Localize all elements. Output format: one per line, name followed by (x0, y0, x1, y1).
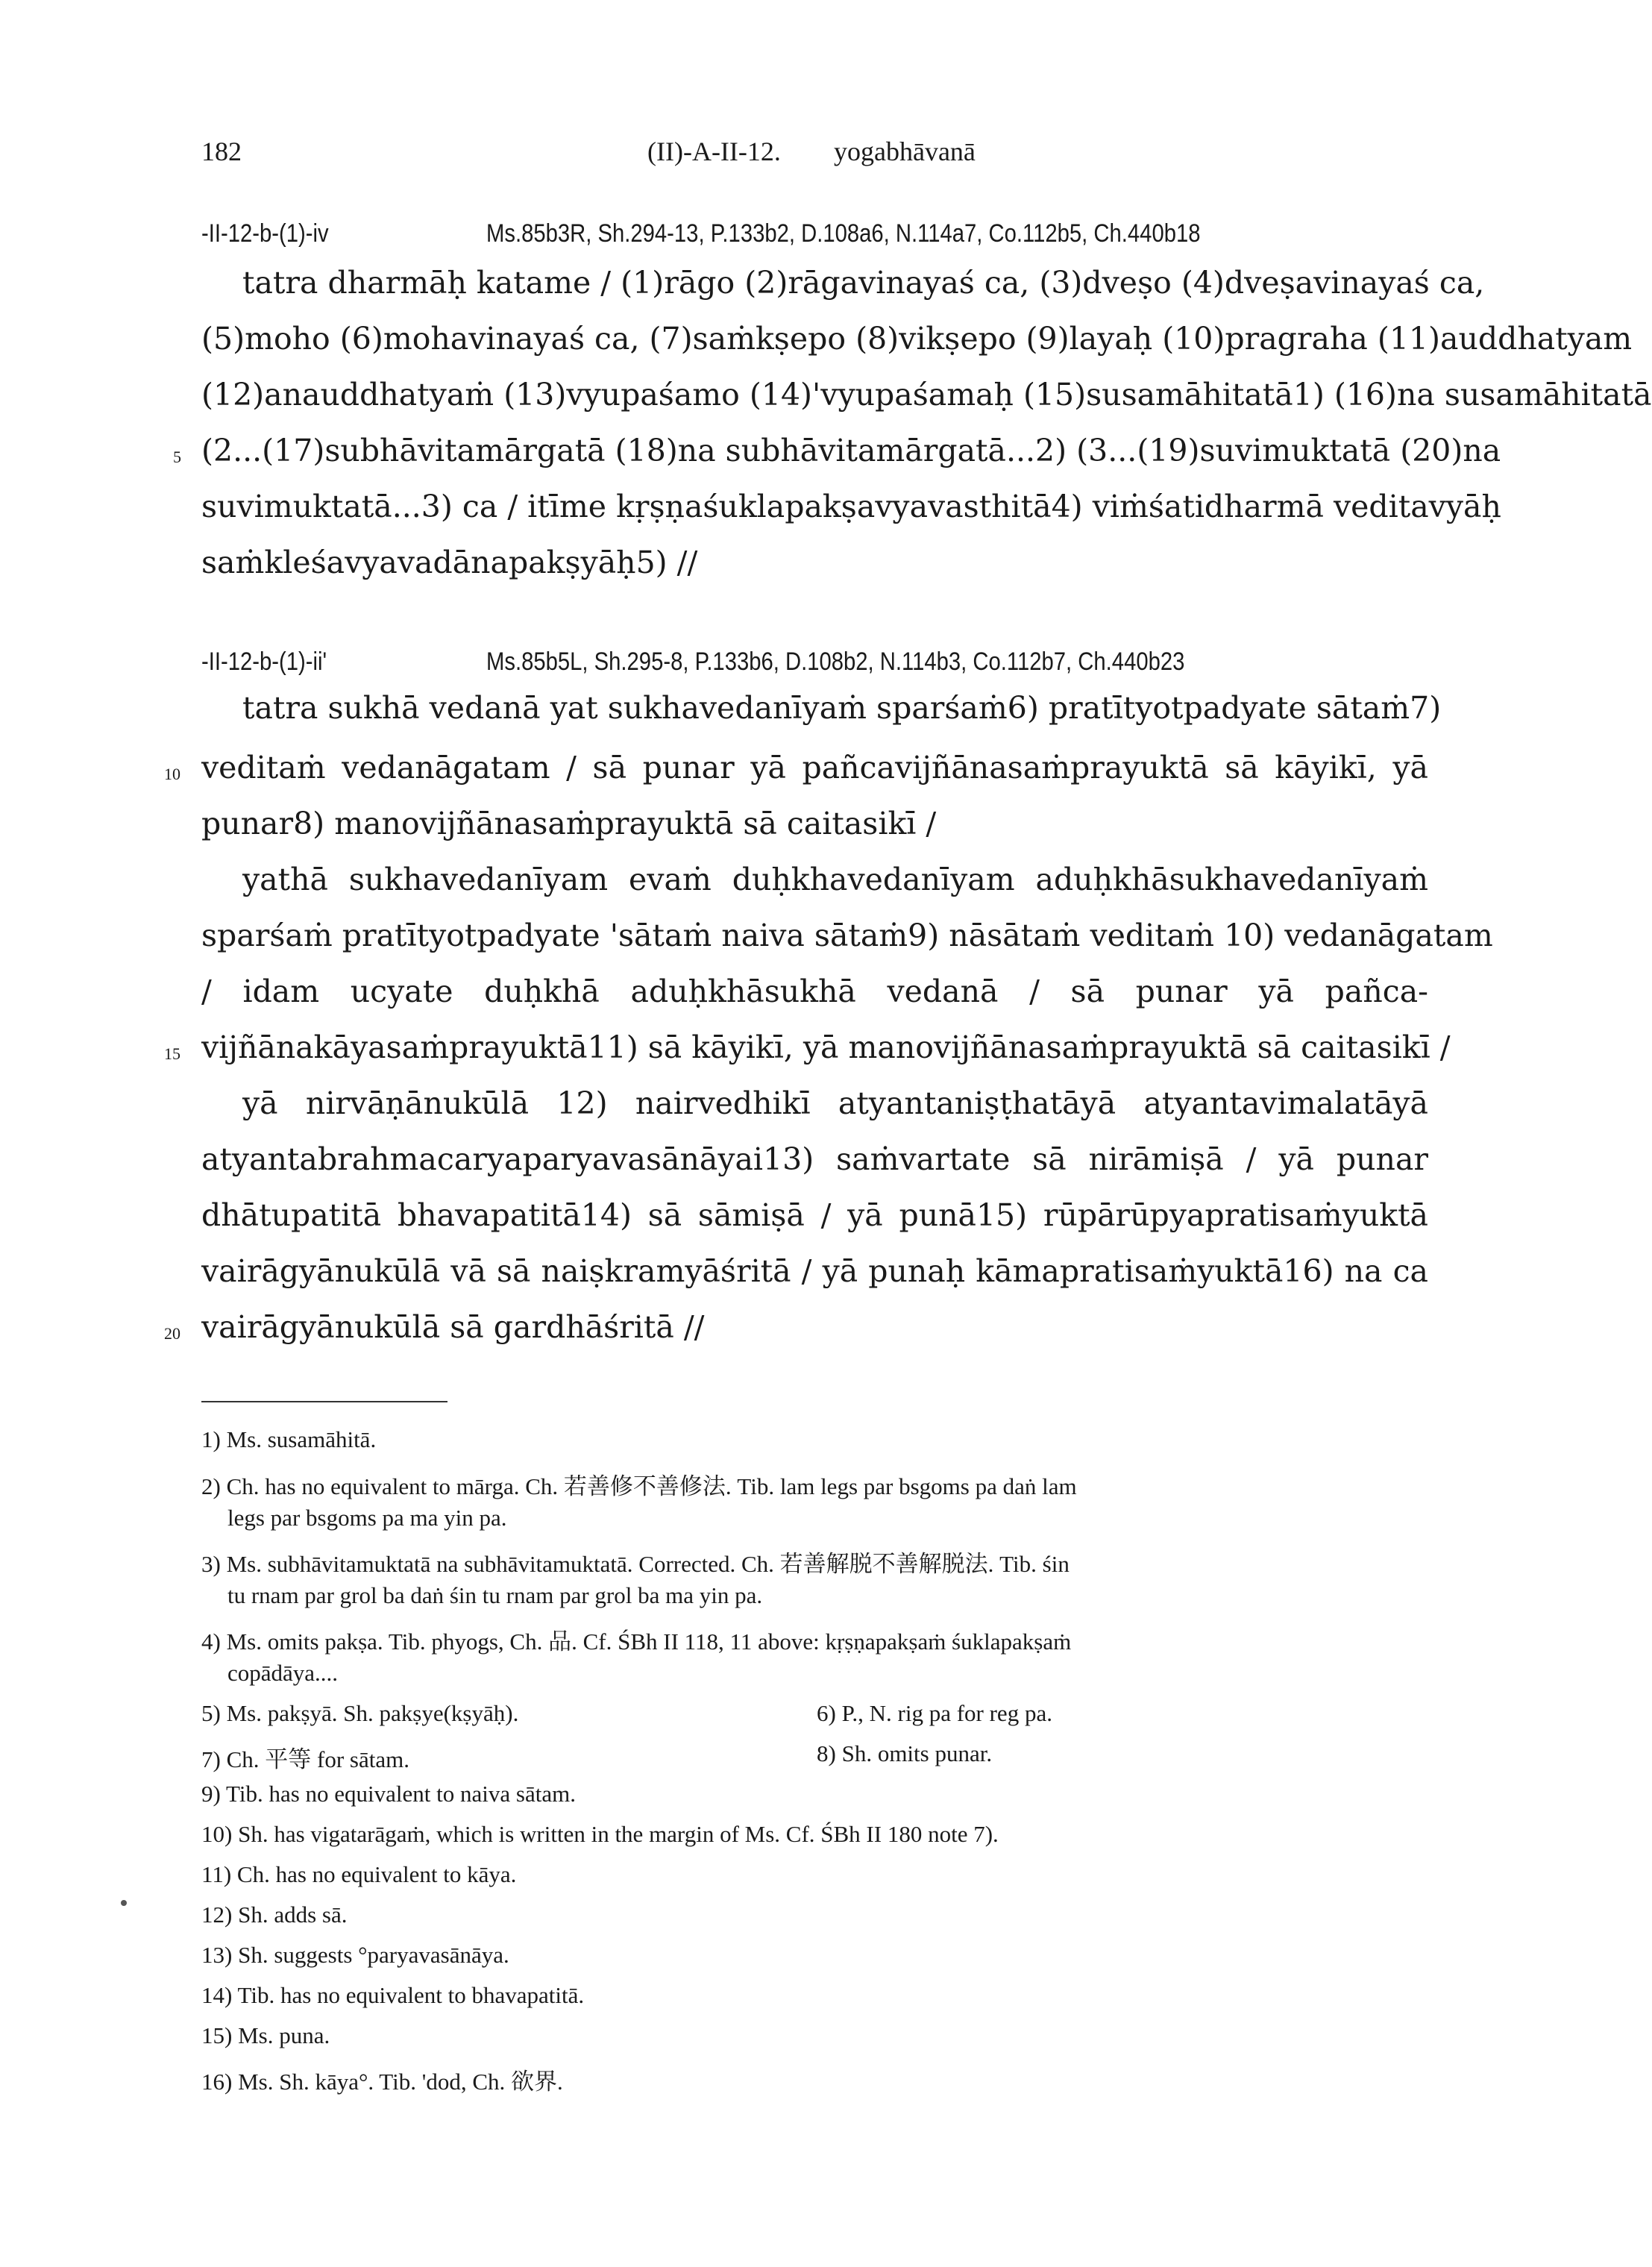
text-line: / idam ucyate duḥkhā aduḥkhāsukhā vedanā / sā punar yā pañca- (201, 973, 1428, 1009)
footnote: 13) Sh. suggests °paryavasānāya. (201, 1942, 509, 1968)
line-number: 20 (164, 1324, 180, 1343)
section-id: -II-12-b-(1)-ii' (201, 648, 327, 676)
footnote: 5) Ms. pakṣyā. Sh. pakṣye(kṣyāḥ). (201, 1700, 519, 1726)
text-line: punar8) manovijñānasaṁprayuktā sā caitasikī / (201, 806, 937, 841)
text-line: vijñānakāyasaṁprayuktā11) sā kāyikī, yā manovijñānasaṁprayuktā sā caitasikī / (201, 1029, 1451, 1065)
text-line: saṁkleśavyavadānapakṣyāḥ5) // (201, 545, 698, 580)
footnote: 4) Ms. omits pakṣa. Tib. phyogs, Ch. 品. Cf. ŚBh II 118, 11 above: kṛṣṇapakṣaṁ śuklapakṣaṁ (201, 1628, 1072, 1655)
text-line: sparśaṁ pratītyotpadyate 'sātaṁ naiva sātaṁ9) nāsātaṁ veditaṁ 10) vedanāgatam (201, 918, 1493, 953)
footnote-continuation: legs par bsgoms pa ma yin pa. (227, 1505, 507, 1531)
text-line: dhātupatitā bhavapatitā14) sā sāmiṣā / yā punā15) rūpārūpyapratisaṁyuktā (201, 1197, 1428, 1233)
footnote: 12) Sh. adds sā. (201, 1901, 348, 1928)
footnote-continuation: copādāya.... (227, 1660, 339, 1686)
text-line: vairāgyānukūlā vā sā naiṣkramyāśritā / yā punaḥ kāmapratisaṁyuktā16) na ca (201, 1253, 1428, 1289)
line-number: 10 (164, 765, 180, 783)
text-line: tatra sukhā vedanā yat sukhavedanīyaṁ sparśaṁ6) pratītyotpadyate sātaṁ7) (242, 690, 1442, 726)
footnote: 15) Ms. puna. (201, 2022, 330, 2048)
text-line: yā nirvāṇānukūlā 12) nairvedhikī atyantaniṣṭhatāyā atyantavimalatāyā (242, 1085, 1428, 1121)
footnote: 16) Ms. Sh. kāya°. Tib. 'dod, Ch. 欲界. (201, 2069, 563, 2095)
text-line: yathā sukhavedanīyam evaṁ duḥkhavedanīyam aduḥkhāsukhavedanīyaṁ (242, 862, 1428, 897)
footnote: 2) Ch. has no equivalent to mārga. Ch. 若善修不善修法. Tib. lam legs par bsgoms pa daṅ lam (201, 1473, 1077, 1499)
section-id: -II-12-b-(1)-iv (201, 219, 329, 248)
line-number: 5 (173, 448, 181, 466)
line-number: 15 (164, 1044, 180, 1063)
text-line: vairāgyānukūlā sā gardhāśritā // (201, 1309, 705, 1345)
section-refs: Ms.85b5L, Sh.295-8, P.133b6, D.108b2, N.114b3, Co.112b7, Ch.440b23 (486, 648, 1185, 676)
text-line: atyantabrahmacaryaparyavasānāyai13) saṁvartate sā nirāmiṣā / yā punar (201, 1141, 1428, 1177)
footnote: 11) Ch. has no equivalent to kāya. (201, 1861, 517, 1887)
footnote: 10) Sh. has vigatarāgaṁ, which is written in the margin of Ms. Cf. ŚBh II 180 note 7). (201, 1821, 999, 1847)
footnote-continuation: tu rnam par grol ba daṅ śin tu rnam par grol ba ma yin pa. (227, 1582, 763, 1608)
footnote-rule (201, 1401, 447, 1402)
footnote: 6) P., N. rig pa for reg pa. (817, 1700, 1052, 1726)
footnote: 8) Sh. omits punar. (817, 1740, 993, 1766)
footnote: 1) Ms. susamāhitā. (201, 1426, 377, 1452)
text-line: (2...(17)subhāvitamārgatā (18)na subhāvitamārgatā...2) (3...(19)suvimuktatā (20)na (201, 433, 1501, 468)
running-subject: yogabhāvanā (834, 137, 976, 166)
section-refs: Ms.85b3R, Sh.294-13, P.133b2, D.108a6, N.114a7, Co.112b5, Ch.440b18 (486, 219, 1201, 248)
text-line: suvimuktatā...3) ca / itīme kṛṣṇaśuklapakṣavyavasthitā4) viṁśatidharmā veditavyāḥ (201, 489, 1501, 524)
footnote: 14) Tib. has no equivalent to bhavapatitā. (201, 1982, 585, 2008)
margin-dot (121, 1900, 127, 1906)
page-number: 182 (201, 137, 242, 166)
running-title: (II)-A-II-12. (647, 137, 781, 166)
footnote: 9) Tib. has no equivalent to naiva sātam. (201, 1781, 576, 1807)
text-line: (12)anauddhatyaṁ (13)vyupaśamo (14)'vyupaśamaḥ (15)susamāhitatā1) (16)na susamāhitatā (201, 377, 1652, 413)
footnote: 3) Ms. subhāvitamuktatā na subhāvitamuktatā. Corrected. Ch. 若善解脱不善解脱法. Tib. śin (201, 1551, 1070, 1577)
text-line: veditaṁ vedanāgatam / sā punar yā pañcavijñānasaṁprayuktā sā kāyikī, yā (201, 750, 1428, 786)
text-line: (5)moho (6)mohavinayaś ca, (7)saṁkṣepo (8)vikṣepo (9)layaḥ (10)pragraha (11)auddhatyam (201, 321, 1633, 357)
footnote: 7) Ch. 平等 for sātam. (201, 1746, 409, 1772)
text-line: tatra dharmāḥ katame / (1)rāgo (2)rāgavinayaś ca, (3)dveṣo (4)dveṣavinayaś ca, (242, 265, 1485, 301)
